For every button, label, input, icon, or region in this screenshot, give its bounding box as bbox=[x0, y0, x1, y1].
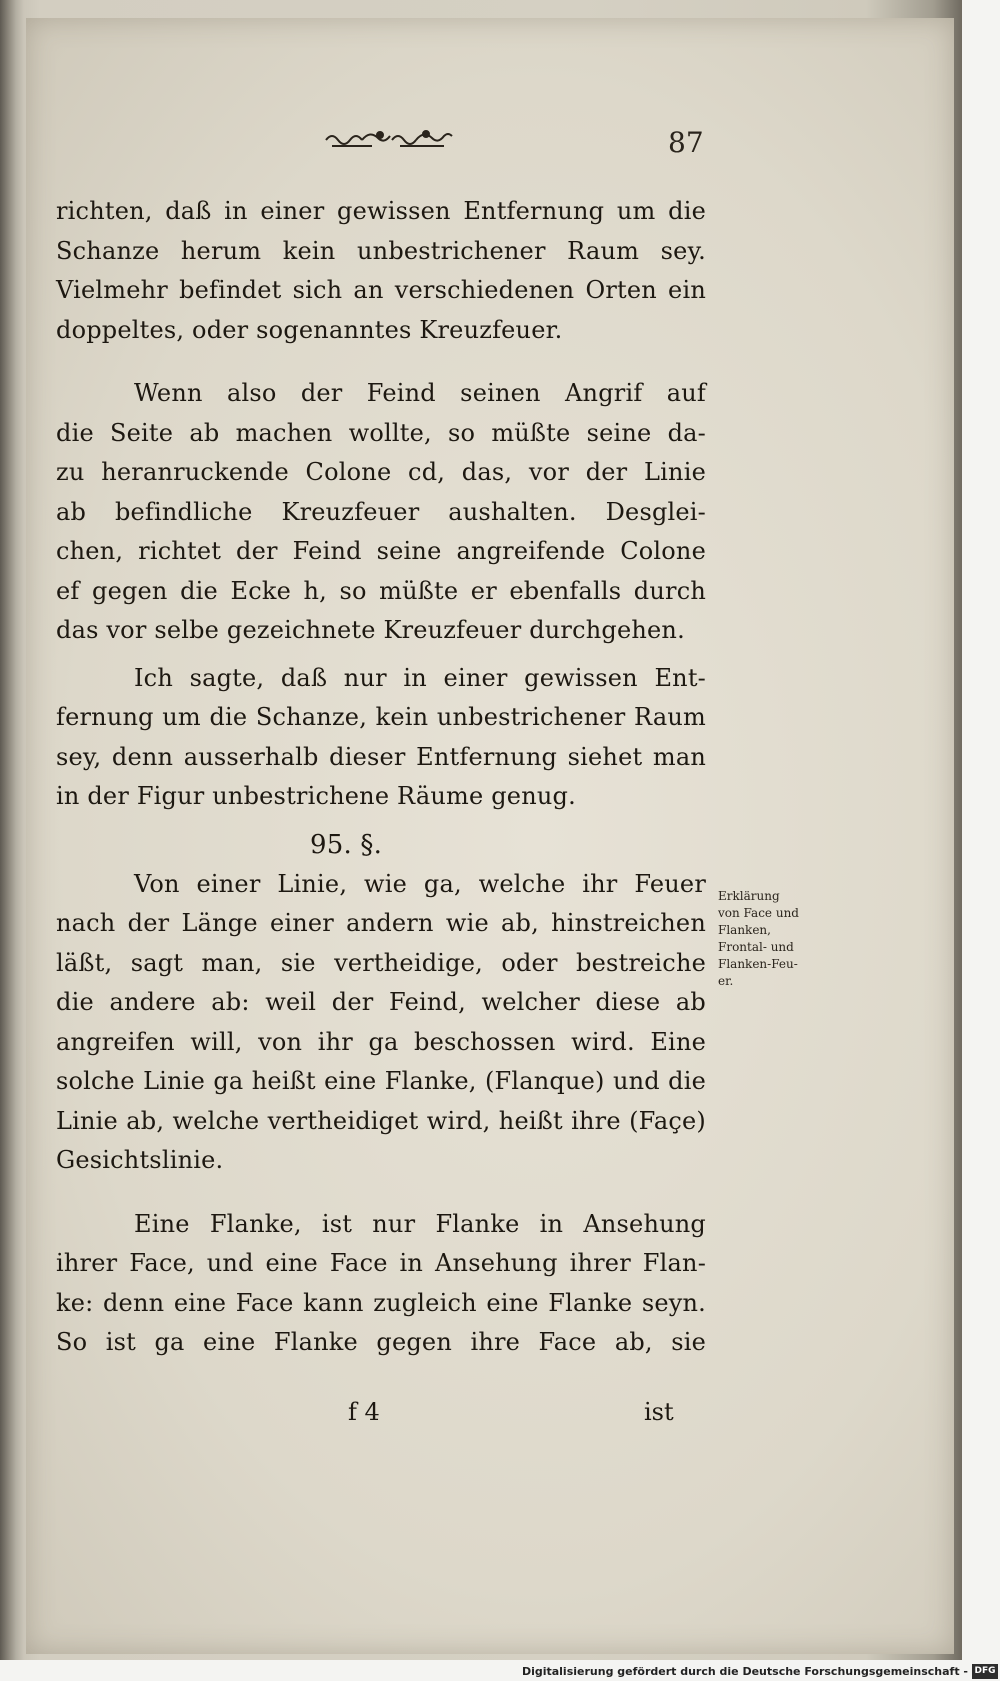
margin-note-line: von Face und bbox=[718, 906, 799, 920]
text-line: fernung um die Schanze, kein unbestrichener Raum bbox=[56, 703, 706, 731]
text-line: Wenn also der Feind seinen Angrif auf bbox=[134, 379, 706, 407]
margin-note-line: Frontal- und bbox=[718, 940, 794, 954]
text-line: Ich sagte, daß nur in einer gewissen Ent- bbox=[134, 663, 706, 692]
margin-note-line: Flanken, bbox=[718, 923, 771, 937]
section-heading: 95. §. bbox=[310, 829, 383, 860]
text-line: Schanze herum kein unbestrichener Raum sey. bbox=[56, 236, 706, 265]
text-line: sey, denn ausserhalb dieser Entfernung siehet man bbox=[56, 742, 706, 771]
text-line: doppeltes, oder sogenanntes Kreuzfeuer. bbox=[56, 315, 563, 344]
text-line: ke: denn eine Face kann zugleich eine Flanke seyn. bbox=[56, 1288, 706, 1317]
text-line: So ist ga eine Flanke gegen ihre Face ab, sie bbox=[56, 1328, 706, 1356]
footer-bar bbox=[0, 1661, 1000, 1681]
text-line: das vor selbe gezeichnete Kreuzfeuer durchgehen. bbox=[56, 616, 685, 644]
margin-note bbox=[718, 888, 848, 990]
margin-note-line: Erklärung bbox=[718, 889, 780, 903]
dfg-logo-icon: DFG bbox=[972, 1664, 998, 1679]
text-line: Linie ab, welche vertheidiget wird, heißt ihre (Façe) bbox=[56, 1106, 706, 1135]
signature-mark: f 4 bbox=[348, 1398, 380, 1426]
page-number: 87 bbox=[668, 126, 704, 159]
text-line: solche Linie ga heißt eine Flanke, (Flanque) und die bbox=[56, 1067, 706, 1095]
margin-note-line: Flanken-Feu- bbox=[718, 957, 798, 971]
text-line: nach der Länge einer andern wie ab, hinstreichen bbox=[56, 909, 706, 937]
printer-ornament-icon bbox=[322, 126, 456, 152]
text-line: die andere ab: weil der Feind, welcher diese ab bbox=[56, 988, 706, 1016]
margin-note-line: er. bbox=[718, 974, 734, 988]
text-line: in der Figur unbestrichene Räume genug. bbox=[56, 782, 576, 810]
text-line: Von einer Linie, wie ga, welche ihr Feuer bbox=[134, 869, 706, 898]
body-text bbox=[56, 192, 706, 1363]
text-line: ef gegen die Ecke h, so müßte er ebenfalls durch bbox=[56, 576, 706, 605]
text-line: zu heranruckende Colone cd, das, vor der Linie bbox=[56, 458, 706, 486]
text-line: Gesichtslinie. bbox=[56, 1146, 224, 1174]
text-line: Eine Flanke, ist nur Flanke in Ansehung bbox=[134, 1209, 706, 1238]
text-line: angreifen will, von ihr ga beschossen wird. Eine bbox=[56, 1027, 706, 1056]
text-line: richten, daß in einer gewissen Entfernung um die bbox=[56, 197, 706, 225]
catchword: ist bbox=[644, 1398, 674, 1426]
text-line: Vielmehr befindet sich an verschiedenen Orten ein bbox=[56, 276, 706, 304]
text-line: ihrer Face, und eine Face in Ansehung ihrer Flan- bbox=[56, 1249, 706, 1277]
text-line: die Seite ab machen wollte, so müßte seine da- bbox=[56, 418, 706, 447]
funding-credit: Digitalisierung gefördert durch die Deutsche Forschungsgemeinschaft - bbox=[521, 1665, 968, 1678]
text-line: chen, richtet der Feind seine angreifende Colone bbox=[56, 537, 706, 565]
text-line: läßt, sagt man, sie vertheidige, oder bestreiche bbox=[56, 948, 706, 977]
text-line: ab befindliche Kreuzfeuer aushalten. Desglei- bbox=[56, 497, 706, 526]
